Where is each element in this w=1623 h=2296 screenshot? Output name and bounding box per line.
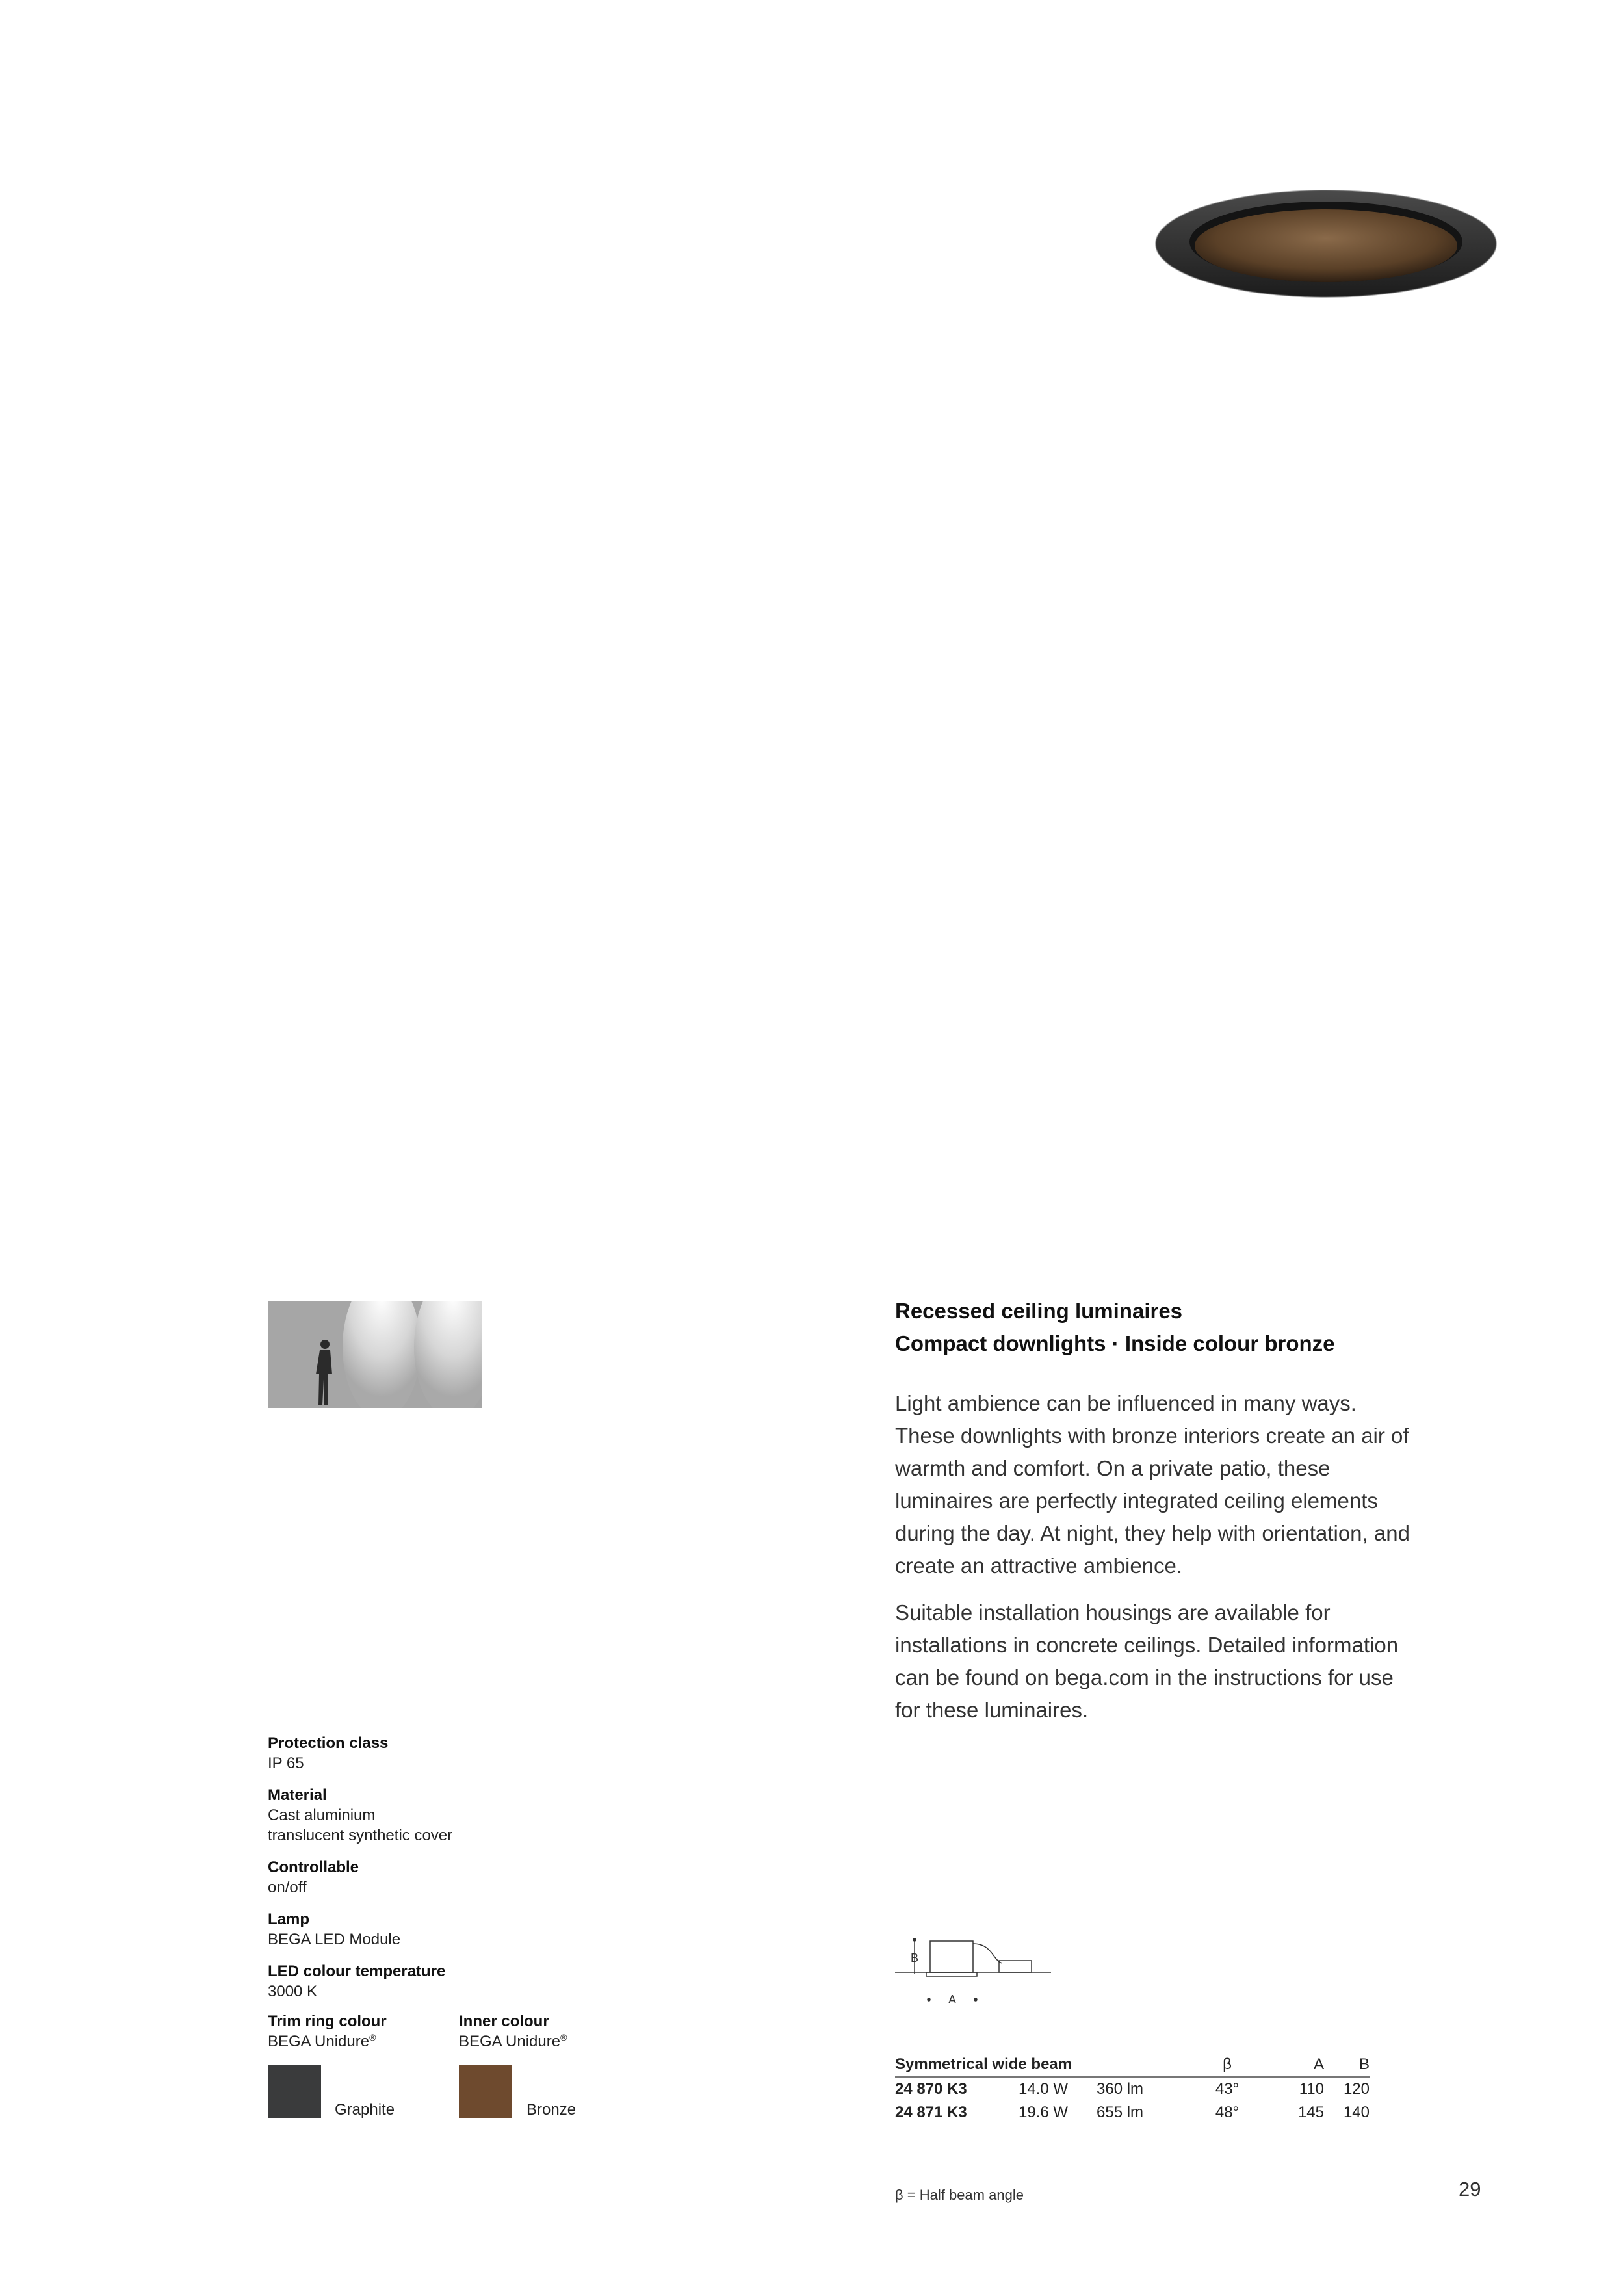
product-heading xyxy=(895,1295,1415,1360)
header-beta: β xyxy=(1223,2055,1232,2073)
inner-colour-value: BEGA Unidure® xyxy=(459,2032,567,2050)
wattage: 14.0 W xyxy=(1019,2080,1069,2098)
spec-material xyxy=(268,1785,658,1846)
spec-value: Cast aluminium xyxy=(268,1807,376,1824)
intro-paragraph-1: Light ambience can be influenced in many ways. These downlights with bronze interiors create an air of warmth and comfort. On a private patio, these luminaires are perfectly integrated ceiling elements during the day. At night, they help with orientation, and create an attractive ambience. xyxy=(895,1391,1410,1578)
graphite-swatch-label: Graphite xyxy=(335,2101,395,2119)
footnote: β = Half beam angle xyxy=(895,2187,1024,2203)
page-number: 29 xyxy=(1459,2178,1481,2200)
trim-colour-label: Trim ring colour xyxy=(268,2013,387,2030)
heading-line-2: Compact downlights · Inside colour bronze xyxy=(895,1331,1335,1355)
product-image xyxy=(1150,182,1501,306)
intro-text xyxy=(895,1387,1415,1741)
dimension-label-a: A xyxy=(948,1993,957,2006)
spec-label: Material xyxy=(268,1786,327,1804)
spec-controllable xyxy=(268,1857,658,1898)
dimension-b: 120 xyxy=(1343,2080,1370,2098)
spec-value: BEGA LED Module xyxy=(268,1931,401,1948)
intro-paragraph-2: Suitable installation housings are available for installations in concrete ceilings. Detailed information can be found on bega.com in the instructions for use for these luminaires. xyxy=(895,1600,1399,1722)
spec-label: LED colour temperature xyxy=(268,1963,446,1980)
bronze-swatch xyxy=(459,2065,512,2118)
heading-line-1: Recessed ceiling luminaires xyxy=(895,1299,1183,1323)
graphite-swatch xyxy=(268,2065,321,2118)
dimension-label-b: B xyxy=(911,1951,919,1964)
header-b: B xyxy=(1358,2055,1370,2073)
spec-label: Controllable xyxy=(268,1859,359,1876)
header-a: A xyxy=(1313,2055,1324,2073)
lumen: 360 lm xyxy=(1097,2080,1144,2098)
inner-colour-label: Inner colour xyxy=(459,2013,549,2030)
spec-label: Protection class xyxy=(268,1734,389,1752)
table-row xyxy=(895,2078,1370,2101)
beam-angle: 43° xyxy=(1215,2080,1240,2098)
beam-angle: 48° xyxy=(1215,2104,1240,2121)
trim-ring-colour xyxy=(268,2011,456,2119)
dimension-drawing xyxy=(895,1935,1051,2013)
spec-led-colour-temperature xyxy=(268,1961,658,2002)
spec-protection-class xyxy=(268,1733,658,1773)
lumen: 655 lm xyxy=(1097,2104,1144,2121)
dimension-a: 145 xyxy=(1297,2104,1324,2121)
spec-lamp xyxy=(268,1909,658,1950)
article-code: 24 870 K3 xyxy=(895,2080,967,2098)
spec-list xyxy=(268,1733,658,2013)
beam-illustration xyxy=(268,1301,482,1408)
dimension-b: 140 xyxy=(1343,2104,1370,2121)
spec-value: IP 65 xyxy=(268,1755,304,1772)
spec-value: on/off xyxy=(268,1879,307,1896)
bronze-swatch-label: Bronze xyxy=(526,2101,577,2119)
header-title: Symmetrical wide beam xyxy=(895,2055,1072,2073)
article-code: 24 871 K3 xyxy=(895,2104,967,2121)
spec-value: 3000 K xyxy=(268,1983,318,2000)
inner-colour xyxy=(459,2011,647,2119)
trim-colour-value: BEGA Unidure® xyxy=(268,2032,376,2050)
wattage: 19.6 W xyxy=(1019,2104,1069,2121)
table-header xyxy=(895,2053,1370,2078)
product-table xyxy=(895,2053,1370,2124)
table-row xyxy=(895,2101,1370,2124)
spec-label: Lamp xyxy=(268,1911,310,1928)
spec-value-2: translucent synthetic cover xyxy=(268,1827,453,1844)
dimension-a: 110 xyxy=(1299,2080,1324,2098)
